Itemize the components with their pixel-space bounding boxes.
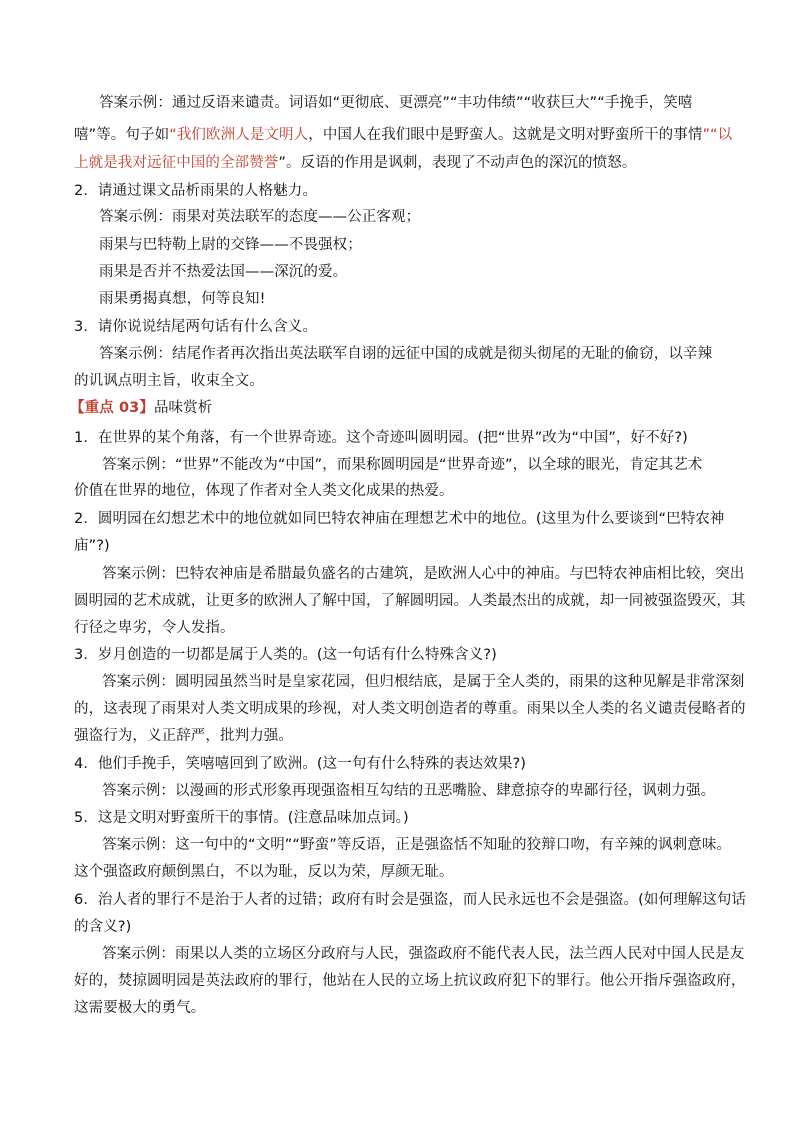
answer-text: 嘻”等。句子如 <box>74 127 170 143</box>
quoted-sentence: “我们欧洲人是文明人 <box>169 127 309 143</box>
answer-text: ，中国人在我们眼中是野蛮人。这就是文明对野蛮所干的事情 <box>308 127 703 143</box>
answer-line: 答案示例：圆明园虽然当时是皇家花园，但归根结底，是属于全人类的，雨果的这种见解是非常深刻 <box>102 674 745 690</box>
answer-line <box>99 93 724 113</box>
section-heading <box>70 398 720 418</box>
answer-line: 答案示例：这一句中的“文明”“野蛮”等反语，正是强盗恬不知耻的狡辩口吻，有辛辣的讽刺意味。 <box>102 837 732 853</box>
answer-line <box>74 153 724 173</box>
answer-line: 雨果与巴特勒上尉的交锋——不畏强权； <box>99 237 362 253</box>
answer-line: 圆明园的艺术成就，让更多的欧洲人了解中国，了解圆明园。人类最杰出的成就，却一同被强盗毁灭，其 <box>74 593 746 609</box>
section-label: 【重点 03】 <box>70 400 154 416</box>
answer-text: ”。反语的作用是讽刺，表现了不动声色的深沉的愤怒。 <box>278 155 637 171</box>
answer-line: 答案示例：巴特农神庙是希腊最负盛名的古建筑，是欧洲人心中的神庙。与巴特农神庙相比较，突出 <box>102 566 745 582</box>
answer-line: 答案示例：“世界”不能改为“中国”，而果称圆明园是“世界奇迹”，以全球的眼光，肯定其艺术 <box>102 457 703 473</box>
question-title: 5．这是文明对野蛮所干的事情。(注意品味加点词。) <box>74 810 409 826</box>
answer-line: 答案示例：以漫画的形式形象再现强盗相互勾结的丑恶嘴脸、肆意掠夺的卑鄙行径，讽刺力强。 <box>102 783 716 799</box>
answer-line: 雨果是否并不热爱法国——深沉的爱。 <box>99 264 348 280</box>
answer-line: 答案示例：结尾作者再次指出英法联军自诩的远征中国的成就是彻头彻尾的无耻的偷窃，以辛辣 <box>99 346 713 362</box>
answer-line: 的讥讽点明主旨，收束全文。 <box>74 373 264 389</box>
answer-text: 答案示例：通过反语来谴责。词语如“更彻底、更漂亮”“丰功伟绩”“收获巨大”“手挽手，笑嘻 <box>99 95 693 111</box>
answer-line: 这个强盗政府颠倒黑白，不以为耻，反以为荣，厚颜无耻。 <box>74 864 454 880</box>
question-title: 2．圆明园在幻想艺术中的地位就如同巴特农神庙在理想艺术中的地位。(这里为什么要谈到“巴特农神 <box>74 511 725 527</box>
answer-line: 的，这表现了雨果对人类文明成果的珍视，对人类文明创造者的尊重。雨果以全人类的名义谴责侵略者的 <box>74 701 746 717</box>
question-title: 4．他们手挽手，笑嘻嘻回到了欧洲。(这一句有什么特殊的表达效果?) <box>74 756 527 772</box>
question-title: 3．岁月创造的一切都是属于人类的。(这一句话有什么特殊含义?) <box>74 647 497 663</box>
quoted-sentence: 上就是我对远征中国的全部赞誉 <box>74 155 279 171</box>
answer-line: 答案示例：雨果以人类的立场区分政府与人民，强盗政府不能代表人民，法兰西人民对中国人民是友 <box>102 946 745 962</box>
question-title-cont: 的含义?) <box>74 919 132 935</box>
question-title: 1．在世界的某个角落，有一个世界奇迹。这个奇迹叫圆明园。(把“世界”改为“中国”，好不好?) <box>74 430 688 446</box>
answer-line: 强盗行为，义正辞严，批判力强。 <box>74 728 293 744</box>
question-title-cont: 庙”?) <box>74 538 110 554</box>
answer-line: 雨果勇揭真想，何等良知! <box>99 291 266 307</box>
answer-line <box>74 125 733 145</box>
question-title: 6．治人者的罪行不是治于人者的过错；政府有时会是强盗，而人民永远也不会是强盗。(如何理解这句话 <box>74 892 747 908</box>
section-title: 品味赏析 <box>153 400 213 416</box>
answer-line: 这需要极大的勇气。 <box>74 1000 206 1016</box>
question-title: 3．请你说说结尾两句话有什么含义。 <box>74 319 317 335</box>
answer-line: 好的，焚掠圆明园是英法政府的罪行，他站在人民的立场上抗议政府犯下的罪行。他公开指斥强盗政府， <box>74 973 746 989</box>
answer-line: 价值在世界的地位，体现了作者对全人类文化成果的热爱。 <box>74 483 454 499</box>
quoted-sentence: ”“以 <box>702 127 733 143</box>
answer-line: 行径之卑劣，令人发指。 <box>74 620 235 636</box>
question-title: 2．请通过课文品析雨果的人格魅力。 <box>74 183 317 199</box>
answer-line: 答案示例：雨果对英法联军的态度——公正客观； <box>99 209 421 225</box>
